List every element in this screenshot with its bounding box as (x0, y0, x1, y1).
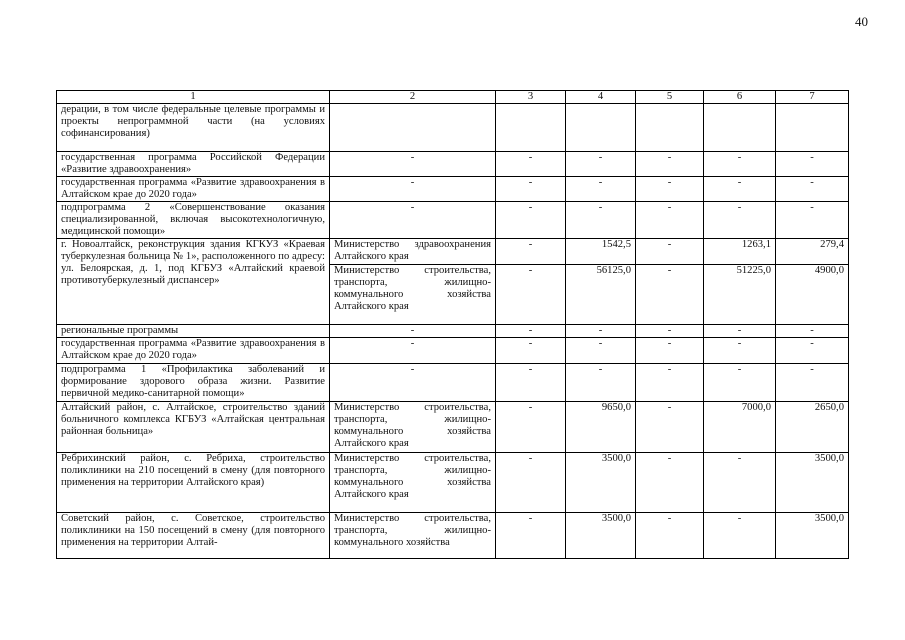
value-col-5: - (636, 177, 704, 202)
value-col-4: - (566, 152, 636, 177)
value-col-5: - (636, 239, 704, 265)
executor: Министерство строительства, транспорта, жилищно-коммунального хозяйства (330, 513, 496, 559)
executor (330, 104, 496, 152)
executor: - (330, 152, 496, 177)
value-col-7: 4900,0 (776, 265, 849, 325)
value-col-7: 3500,0 (776, 453, 849, 513)
executor: Министерство строительства, транспорта, жилищно-коммунального хозяйства Алтайского края (330, 453, 496, 513)
value-col-3: - (496, 364, 566, 402)
value-col-5: - (636, 325, 704, 338)
program-name: Советский район, с. Советское, строительство поликлиники на 150 посещений в смену (для повторного применения на территории Алтай- (57, 513, 330, 559)
program-name: подпрограмма 2 «Совершенствование оказания специализированной, включая высокотехнологичную, медицинской помощи» (57, 202, 330, 239)
value-col-7: - (776, 202, 849, 239)
col-header-5: 5 (636, 91, 704, 104)
program-name: подпрограмма 1 «Профилактика заболеваний и формирование здорового образа жизни. Развитие первичной медико-санитарной помощи» (57, 364, 330, 402)
value-col-4: - (566, 177, 636, 202)
value-col-6: - (704, 513, 776, 559)
value-col-7: 279,4 (776, 239, 849, 265)
col-header-2: 2 (330, 91, 496, 104)
executor: Министерство строительства, транспорта, жилищно-коммунального хозяйства Алтайского края (330, 402, 496, 453)
value-col-7: - (776, 152, 849, 177)
budget-table (56, 90, 849, 559)
value-col-6: - (704, 364, 776, 402)
value-col-6 (704, 104, 776, 152)
value-col-5: - (636, 402, 704, 453)
table-row (57, 177, 849, 202)
value-col-5: - (636, 364, 704, 402)
value-col-7: - (776, 364, 849, 402)
col-header-4: 4 (566, 91, 636, 104)
table-row (57, 202, 849, 239)
col-header-1: 1 (57, 91, 330, 104)
value-col-3: - (496, 325, 566, 338)
value-col-4: 3500,0 (566, 513, 636, 559)
table-row (57, 325, 849, 338)
value-col-3: - (496, 402, 566, 453)
program-name: государственная программа «Развитие здравоохранения в Алтайском крае до 2020 года» (57, 177, 330, 202)
value-col-3: - (496, 338, 566, 364)
value-col-3: - (496, 513, 566, 559)
executor: - (330, 364, 496, 402)
value-col-6: 1263,1 (704, 239, 776, 265)
value-col-5 (636, 104, 704, 152)
value-col-4: 1542,5 (566, 239, 636, 265)
value-col-3: - (496, 265, 566, 325)
program-name: Алтайский район, с. Алтайское, строительство зданий больничного комплекса КГБУЗ «Алтайская центральная районная больница» (57, 402, 330, 453)
value-col-5: - (636, 513, 704, 559)
value-col-6: - (704, 177, 776, 202)
value-col-4: 3500,0 (566, 453, 636, 513)
value-col-3: - (496, 202, 566, 239)
executor: Министерство здравоохранения Алтайского края (330, 239, 496, 265)
value-col-6: - (704, 325, 776, 338)
value-col-7: - (776, 338, 849, 364)
value-col-5: - (636, 202, 704, 239)
value-col-3: - (496, 152, 566, 177)
executor: Министерство строительства, транспорта, жилищно-коммунального хозяйства Алтайского края (330, 265, 496, 325)
value-col-6: 51225,0 (704, 265, 776, 325)
program-name: государственная программа «Развитие здравоохранения в Алтайском крае до 2020 года» (57, 338, 330, 364)
value-col-6: - (704, 152, 776, 177)
value-col-4: 9650,0 (566, 402, 636, 453)
program-name: Ребрихинский район, с. Ребриха, строительство поликлиники на 210 посещений в смену (для повторного применения на территории Алтайского края) (57, 453, 330, 513)
value-col-3: - (496, 239, 566, 265)
executor: - (330, 338, 496, 364)
value-col-7: 3500,0 (776, 513, 849, 559)
value-col-6: - (704, 453, 776, 513)
value-col-6: - (704, 338, 776, 364)
value-col-7: 2650,0 (776, 402, 849, 453)
value-col-5: - (636, 265, 704, 325)
col-header-7: 7 (776, 91, 849, 104)
table-row (57, 239, 849, 265)
table-row (57, 513, 849, 559)
value-col-4: 56125,0 (566, 265, 636, 325)
col-header-6: 6 (704, 91, 776, 104)
value-col-4 (566, 104, 636, 152)
value-col-5: - (636, 152, 704, 177)
value-col-5: - (636, 338, 704, 364)
value-col-7 (776, 104, 849, 152)
executor: - (330, 177, 496, 202)
value-col-4: - (566, 364, 636, 402)
program-name: государственная программа Российской Федерации «Развитие здравоохранения» (57, 152, 330, 177)
value-col-4: - (566, 338, 636, 364)
value-col-3: - (496, 453, 566, 513)
table-row (57, 104, 849, 152)
page-number: 40 (855, 14, 868, 29)
header-row (57, 91, 849, 104)
table-row (57, 152, 849, 177)
table-row (57, 338, 849, 364)
executor: - (330, 325, 496, 338)
program-name: дерации, в том числе федеральные целевые программы и проекты непрограммной части (на условиях софинансирования) (57, 104, 330, 152)
value-col-3: - (496, 177, 566, 202)
table-row (57, 402, 849, 453)
col-header-3: 3 (496, 91, 566, 104)
value-col-5: - (636, 453, 704, 513)
program-name: г. Новоалтайск, реконструкция здания КГКУЗ «Краевая туберкулезная больница № 1», расположенного по адресу: ул. Белоярская, д. 1, под КГБУЗ «Алтайский краевой противотуберкулезный диспансер» (57, 239, 330, 325)
value-col-6: - (704, 202, 776, 239)
program-name: региональные программы (57, 325, 330, 338)
value-col-7: - (776, 177, 849, 202)
value-col-7: - (776, 325, 849, 338)
value-col-4: - (566, 325, 636, 338)
table-row (57, 364, 849, 402)
value-col-4: - (566, 202, 636, 239)
executor: - (330, 202, 496, 239)
value-col-3 (496, 104, 566, 152)
table-row (57, 453, 849, 513)
value-col-6: 7000,0 (704, 402, 776, 453)
